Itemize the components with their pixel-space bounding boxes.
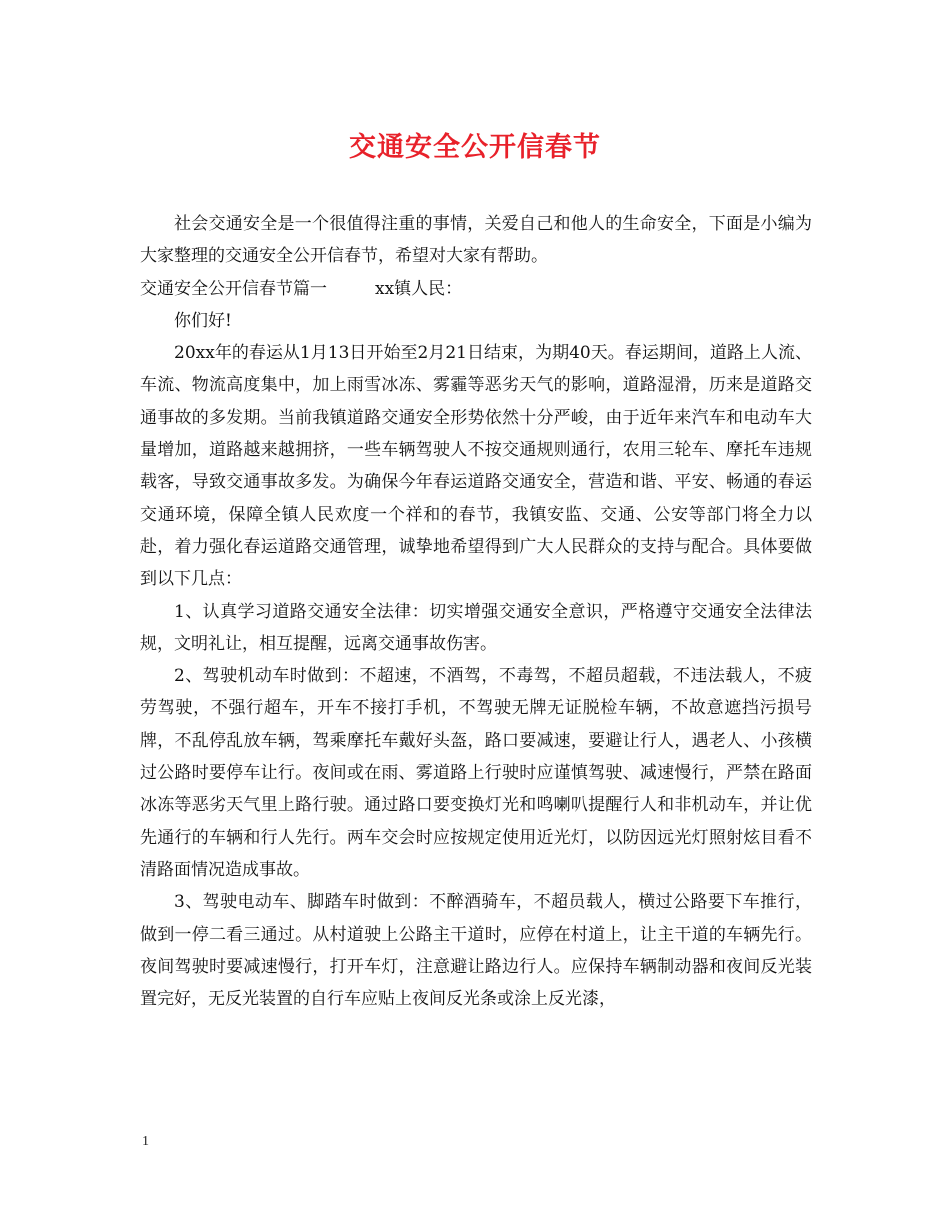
document-title: 交通安全公开信春节 [349, 132, 601, 163]
section-heading: 交通安全公开信春节篇一 [140, 278, 327, 299]
body-paragraph: 1、认真学习道路交通安全法律：切实增强交通安全意识，严格遵守交通安全法律法规，文明礼让，相互提醒，远离交通事故伤害。 [140, 601, 812, 654]
intro-paragraph: 社会交通安全是一个很值得注重的事情，关爱自己和他人的生命安全，下面是小编为大家整理的交通安全公开信春节，希望对大家有帮助。 [140, 214, 812, 267]
body-paragraph: 2、驾驶机动车时做到：不超速，不酒驾，不毒驾，不超员超载，不违法载人，不疲劳驾驶，不强行超车，开车不接打手机，不驾驶无牌无证脱检车辆，不故意遮挡污损号牌，不乱停乱放车辆，驾乘摩托车戴好头盔，路口要减速，要避让行人，遇老人、小孩横过公路时要停车让行。夜间或在雨、雾道路上行驶时应谨慎驾驶、减速慢行，严禁在路面冰冻等恶劣天气里上路行驶。通过路口要变换灯光和鸣喇叭提醒行人和非机动车，并让优先通行的车辆和行人先行。两车交会时应按规定使用近光灯，以防因远光灯照射炫目看不清路面情况造成事故。 [140, 666, 812, 880]
section-heading-line [140, 273, 812, 305]
document-body [140, 208, 812, 1015]
body-paragraph: 3、驾驶电动车、脚踏车时做到：不醉酒骑车，不超员载人，横过公路要下车推行，做到一停二看三通过。从村道驶上公路主干道时，应停在村道上，让主干道的车辆先行。夜间驾驶时要减速慢行，打开车灯，注意避让路边行人。应保持车辆制动器和夜间反光装置完好，无反光装置的自行车应贴上夜间反光条或涂上反光漆， [140, 892, 812, 1010]
addressee: xx镇人民： [375, 278, 463, 299]
body-paragraph: 20xx年的春运从1月13日开始至2月21日结束，为期40天。春运期间，道路上人流、车流、物流高度集中，加上雨雪冰冻、雾霾等恶劣天气的影响，道路湿滑，历来是道路交通事故的多发期。当前我镇道路交通安全形势依然十分严峻，由于近年来汽车和电动车大量增加，道路越来越拥挤，一些车辆驾驶人不按交通规则通行，农用三轮车、摩托车违规载客，导致交通事故多发。为确保今年春运道路交通安全，营造和谐、平安、畅通的春运交通环境，保障全镇人民欢度一个祥和的春节，我镇安监、交通、公安等部门将全力以赴，着力强化春运道路交通管理，诚挚地希望得到广大人民群众的支持与配合。具体要做到以下几点： [140, 343, 812, 590]
greeting: 你们好! [174, 310, 232, 331]
page-number: 1 [142, 1134, 149, 1149]
